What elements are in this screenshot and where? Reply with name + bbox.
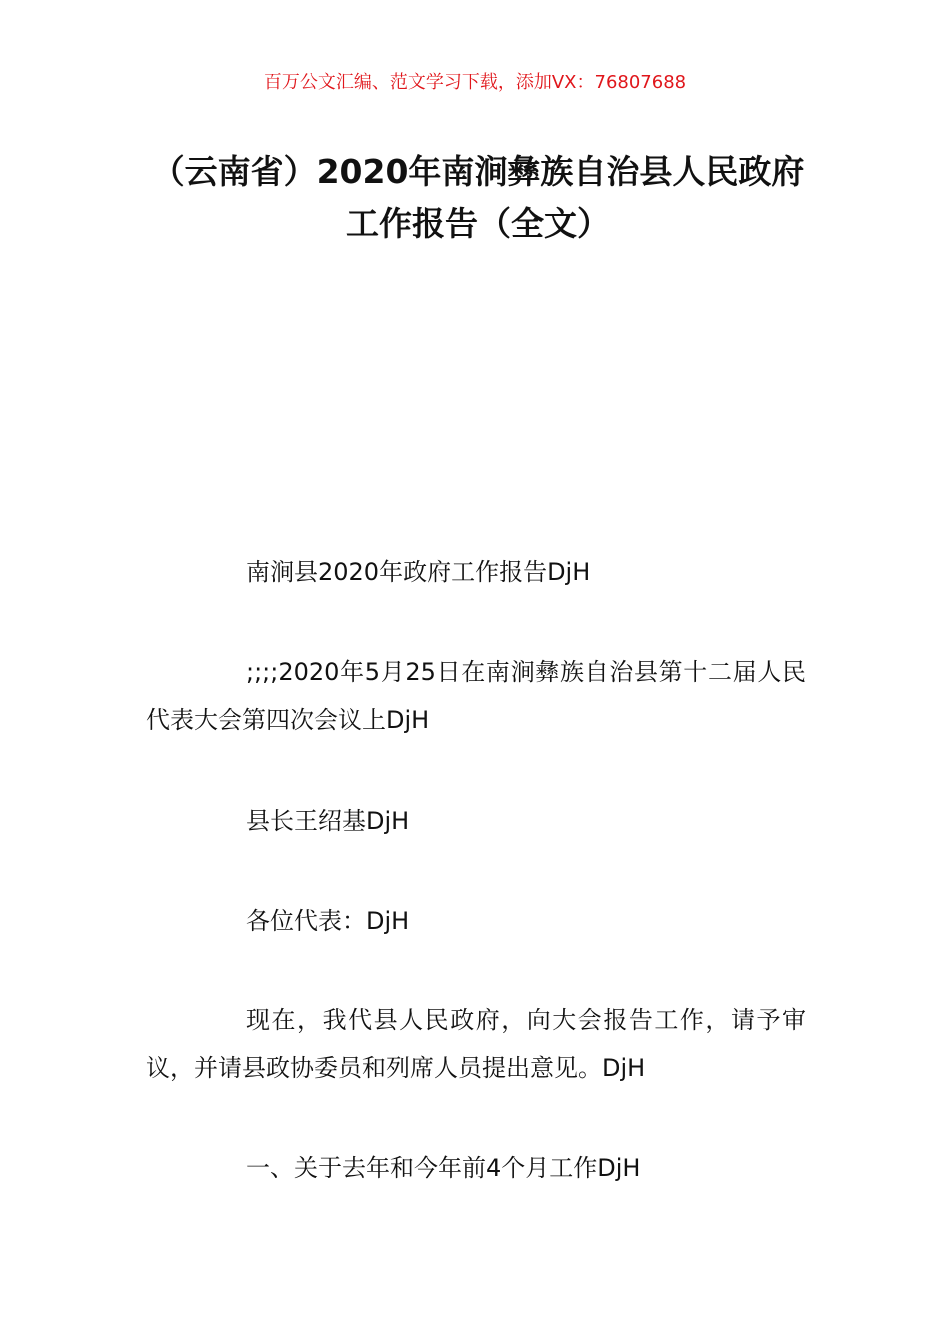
paragraph-meeting-date: ;;;;2020年5月25日在南涧彝族自治县第十二届人民代表大会第四次会议上DjH xyxy=(146,658,806,734)
paragraph-report-name: 南涧县2020年政府工作报告DjH xyxy=(246,558,591,586)
document-title: （云南省）2020年南涧彝族自治县人民政府工作报告（全文） xyxy=(151,152,805,243)
paragraph-introduction: 现在，我代县人民政府，向大会报告工作，请予审议，并请县政协委员和列席人员提出意见。DjH xyxy=(146,1006,806,1082)
paragraph-salutation: 各位代表：DjH xyxy=(246,907,410,935)
section-heading-1: 一、关于去年和今年前4个月工作DjH xyxy=(246,1154,641,1182)
paragraph-speaker: 县长王绍基DjH xyxy=(246,807,410,835)
header-watermark-note: 百万公文汇编、范文学习下载，添加VX：76807688 xyxy=(263,72,687,93)
